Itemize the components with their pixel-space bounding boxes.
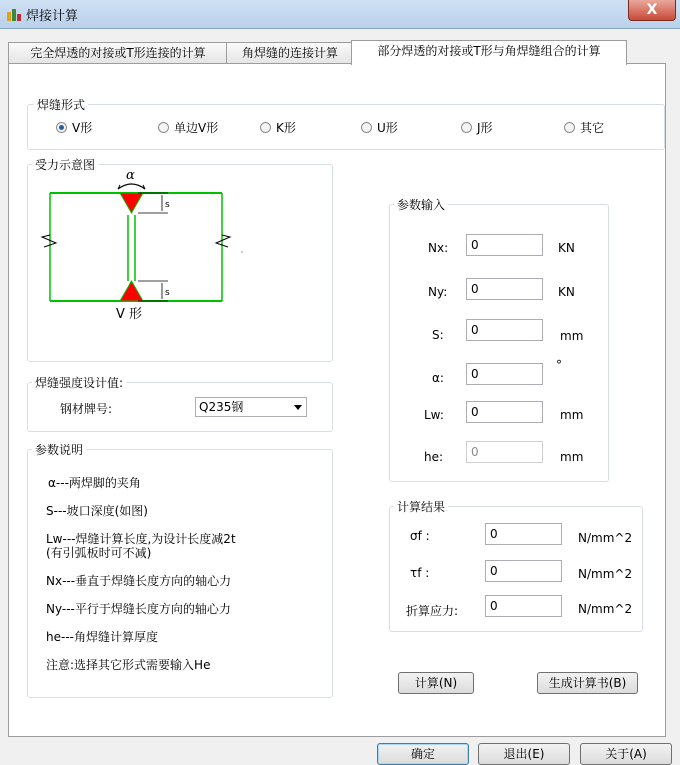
desc-alpha: α---两焊脚的夹角 — [48, 476, 141, 490]
radio-single-bevel-v[interactable] — [158, 119, 218, 136]
radio-j-form[interactable] — [461, 119, 493, 136]
alpha-input-label: α: — [432, 371, 444, 385]
equivalent-stress-unit: N/mm^2 — [578, 602, 633, 616]
generate-report-button[interactable]: 生成计算书(B) — [537, 672, 638, 694]
equivalent-stress-label: 折算应力: — [406, 604, 459, 618]
strength-group — [27, 376, 333, 432]
lw-input[interactable]: 0 — [466, 401, 543, 423]
radio-icon — [260, 122, 271, 133]
ok-button[interactable]: 确定 — [377, 743, 469, 765]
s-unit: mm — [560, 329, 584, 343]
weld-diagram — [28, 165, 332, 361]
tau-f-output[interactable]: 0 — [485, 560, 562, 582]
nx-input[interactable]: 0 — [466, 234, 543, 256]
param-input-title: 参数输入 — [394, 196, 448, 213]
sigma-f-label: σf : — [410, 529, 430, 543]
tab-panel — [8, 63, 666, 737]
calculate-button[interactable]: 计算(N) — [398, 672, 474, 694]
weld-form-group — [27, 98, 665, 150]
he-label: he: — [424, 450, 444, 464]
result-title: 计算结果 — [394, 498, 448, 515]
s-label-bottom: s — [165, 288, 170, 298]
sigma-f-output[interactable]: 0 — [485, 523, 562, 545]
ny-input[interactable]: 0 — [466, 278, 543, 300]
desc-nx: Nx---垂直于焊缝长度方向的轴心力 — [46, 574, 232, 588]
s-label: S: — [432, 328, 444, 342]
steel-grade-value: Q235钢 — [199, 400, 244, 414]
s-input[interactable]: 0 — [466, 319, 543, 341]
lw-unit: mm — [560, 408, 584, 422]
app-icon — [6, 6, 22, 22]
equivalent-stress-output[interactable]: 0 — [485, 595, 562, 617]
result-group — [389, 500, 643, 632]
alpha-input[interactable]: 0 — [466, 363, 543, 385]
tab-fillet-weld[interactable]: 角焊缝的连接计算 — [226, 42, 354, 64]
ny-label: Ny: — [428, 285, 448, 299]
params-desc-group — [27, 443, 333, 698]
steel-grade-label: 钢材牌号: — [60, 402, 113, 416]
params-desc-title: 参数说明 — [32, 441, 86, 458]
desc-lw: Lw---焊缝计算长度,为设计长度减2t — [46, 532, 236, 546]
tab-full-penetration[interactable]: 完全焊透的对接或T形连接的计算 — [8, 42, 228, 64]
tau-f-label: τf : — [410, 566, 430, 580]
steel-grade-select[interactable] — [195, 397, 307, 417]
nx-unit: KN — [558, 241, 575, 255]
s-label-top: s — [165, 200, 170, 210]
diagram-title: 受力示意图 — [32, 156, 98, 173]
radio-icon — [564, 122, 575, 133]
degree-unit: ° — [556, 358, 562, 372]
weld-form-title: 焊缝形式 — [34, 96, 88, 113]
nx-label: Nx: — [428, 241, 449, 255]
radio-icon — [461, 122, 472, 133]
strength-title: 焊缝强度设计值: — [32, 374, 126, 391]
sigma-f-unit: N/mm^2 — [578, 531, 633, 545]
tau-f-unit: N/mm^2 — [578, 567, 633, 581]
he-unit: mm — [560, 450, 584, 464]
desc-s: S---坡口深度(如图) — [46, 504, 148, 518]
radio-icon — [361, 122, 372, 133]
close-button[interactable]: X — [628, 0, 676, 21]
tab-strip — [8, 40, 672, 64]
radio-v-form[interactable] — [56, 119, 92, 136]
desc-ny: Ny---平行于焊缝长度方向的轴心力 — [46, 602, 231, 616]
radio-label: 其它 — [580, 121, 605, 135]
about-button[interactable]: 关于(A) — [580, 743, 672, 765]
radio-label: V形 — [72, 121, 93, 135]
desc-note: 注意:选择其它形式需要输入He — [46, 658, 211, 672]
exit-button[interactable]: 退出(E) — [478, 743, 570, 765]
lw-label: Lw: — [424, 408, 444, 422]
desc-lw-note: (有引弧板时可不减) — [46, 546, 152, 560]
diagram-group — [27, 158, 333, 362]
param-input-group — [389, 198, 609, 482]
radio-label: U形 — [377, 121, 398, 135]
chevron-down-icon — [294, 405, 302, 410]
radio-label: 单边V形 — [174, 121, 219, 135]
radio-other[interactable] — [564, 119, 604, 136]
radio-label: J形 — [477, 121, 493, 135]
radio-selected-icon — [56, 122, 67, 133]
diagram-caption: V 形 — [116, 307, 143, 322]
radio-label: K形 — [276, 121, 296, 135]
radio-icon — [158, 122, 169, 133]
tab-partial-penetration[interactable]: 部分焊透的对接或T形与角焊缝组合的计算 — [351, 40, 627, 65]
radio-k-form[interactable] — [260, 119, 296, 136]
ny-unit: KN — [558, 285, 575, 299]
window-title: 焊接计算 — [26, 9, 79, 24]
he-input[interactable]: 0 — [466, 441, 543, 463]
alpha-label: α — [126, 168, 135, 183]
title-bar — [0, 0, 680, 29]
radio-u-form[interactable] — [361, 119, 398, 136]
desc-he: he---角焊缝计算厚度 — [46, 630, 158, 644]
